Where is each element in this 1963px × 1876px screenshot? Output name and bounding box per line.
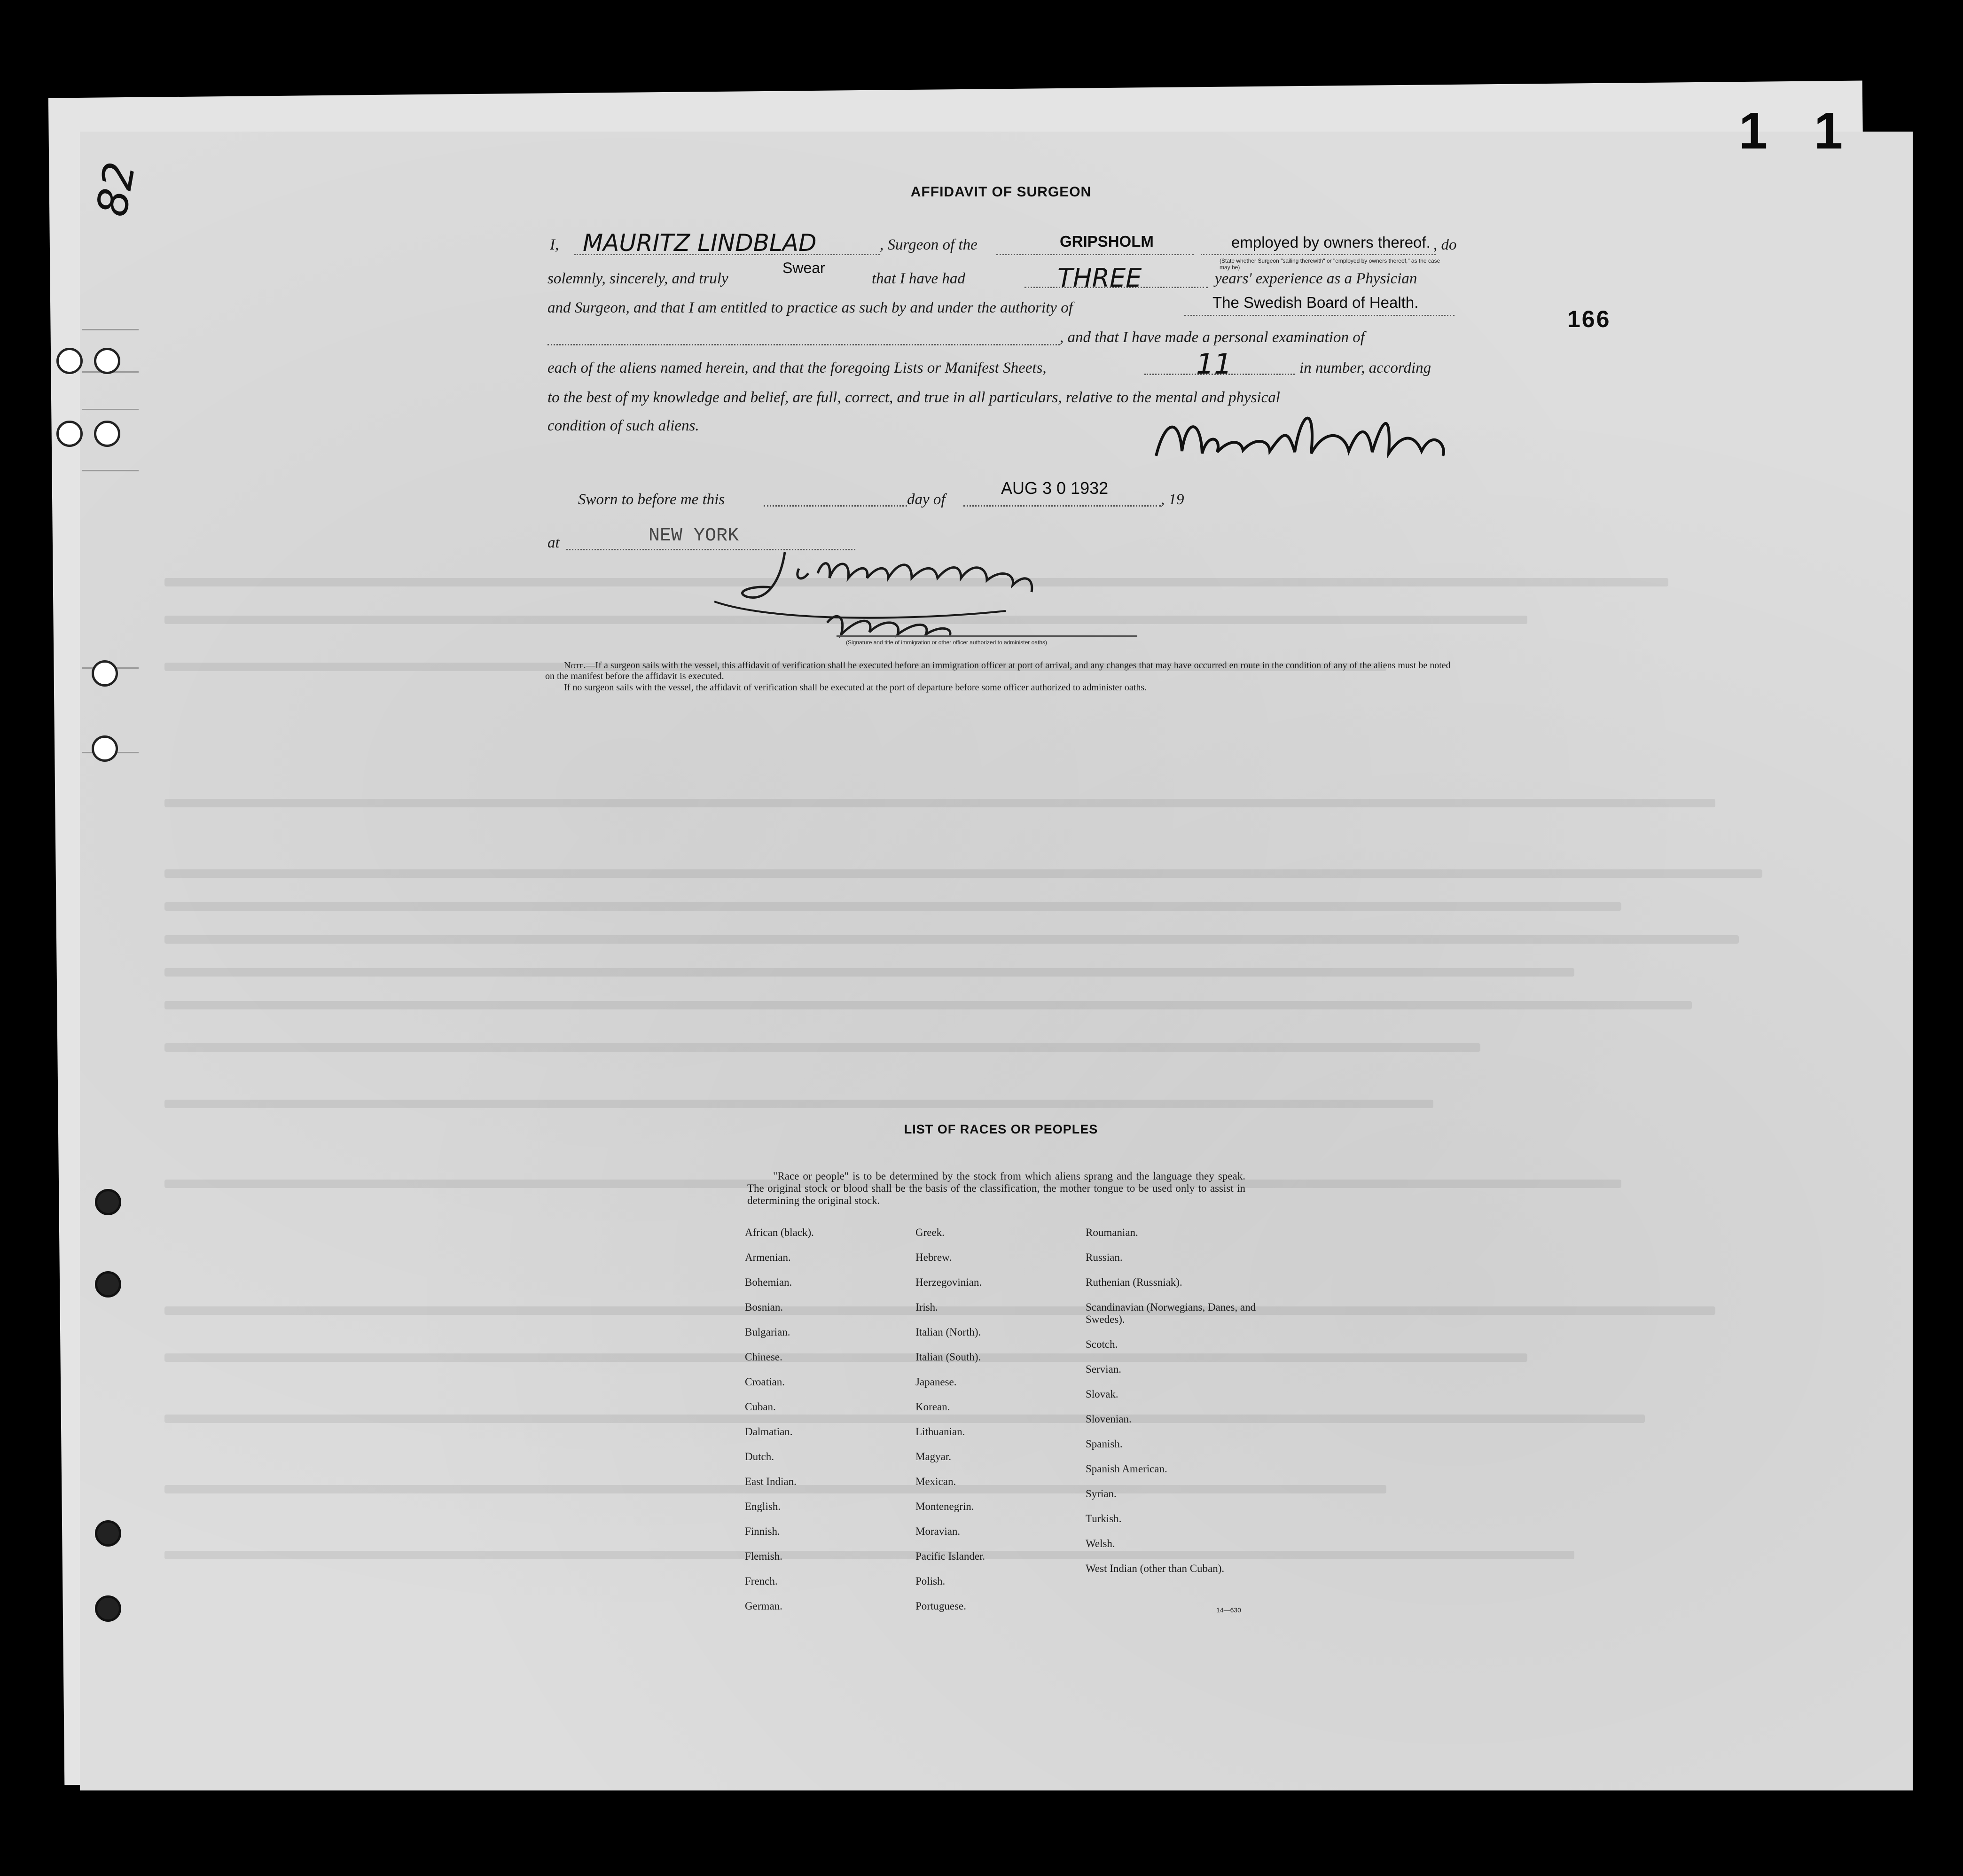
race-item: Spanish American. bbox=[1086, 1463, 1167, 1475]
sworn-mid: day of bbox=[907, 491, 946, 508]
race-item: African (black). bbox=[745, 1227, 814, 1238]
race-item: Armenian. bbox=[745, 1251, 791, 1263]
race-item: Italian (South). bbox=[915, 1351, 981, 1363]
race-item: Cuban. bbox=[745, 1401, 776, 1413]
race-item: Russian. bbox=[1086, 1251, 1123, 1263]
race-item: Polish. bbox=[915, 1575, 946, 1587]
race-item: Portuguese. bbox=[915, 1600, 966, 1612]
note-paragraph-2: If no surgeon sails with the vessel, the affidavit of verification shall be executed at the port of departure before some officer authorized to administer oaths. bbox=[564, 682, 1147, 693]
race-item: Bohemian. bbox=[745, 1276, 792, 1288]
races-column-2 bbox=[915, 1227, 1071, 1625]
races-column-3 bbox=[1086, 1227, 1264, 1587]
corner-mark: 1 bbox=[1814, 102, 1843, 160]
race-item: Lithuanian. bbox=[915, 1426, 965, 1438]
margin-rule bbox=[82, 329, 139, 330]
sworn-date: AUG 3 0 1932 bbox=[1001, 478, 1109, 498]
form-code: 14—630 bbox=[1216, 1606, 1241, 1614]
race-item: Spanish. bbox=[1086, 1438, 1123, 1450]
race-item: Ruthenian (Russniak). bbox=[1086, 1276, 1182, 1288]
margin-rule bbox=[82, 409, 139, 410]
note-lead: Note. bbox=[564, 660, 586, 671]
employment-status: employed by owners thereof. bbox=[1231, 234, 1431, 251]
page-number: 166 bbox=[1567, 306, 1611, 332]
margin-note: 82 bbox=[87, 158, 145, 220]
race-item: Hebrew. bbox=[915, 1251, 952, 1263]
race-item: Dalmatian. bbox=[745, 1426, 793, 1438]
years-experience: THREE bbox=[1057, 263, 1142, 293]
race-item: Croatian. bbox=[745, 1376, 785, 1388]
race-item: Finnish. bbox=[745, 1525, 780, 1537]
race-item: Magyar. bbox=[915, 1451, 952, 1462]
race-item: Slovenian. bbox=[1086, 1413, 1132, 1425]
affidavit-note bbox=[545, 660, 1457, 682]
surgeon-signature bbox=[1147, 399, 1466, 475]
races-intro: "Race or people" is to be determined by the stock from which aliens sprang and the language they speak. The original stock or blood shall be the basis of the classification, the mother tongue to be used only to assist in determining the original stock. bbox=[747, 1170, 1245, 1206]
binder-hole bbox=[92, 735, 118, 762]
race-item: Slovak. bbox=[1086, 1388, 1118, 1400]
race-item: Syrian. bbox=[1086, 1488, 1117, 1500]
race-item: Italian (North). bbox=[915, 1326, 981, 1338]
corner-mark: 1 bbox=[1739, 102, 1768, 160]
line1-prefix: I, bbox=[550, 236, 559, 253]
sworn-prefix: Sworn to before me this bbox=[578, 491, 725, 508]
race-item: Bosnian. bbox=[745, 1301, 783, 1313]
sheet-count: 11 bbox=[1196, 348, 1232, 381]
race-item: Chinese. bbox=[745, 1351, 782, 1363]
race-item: East Indian. bbox=[745, 1476, 797, 1487]
line6: to the best of my knowledge and belief, are full, correct, and true in all particulars, relative to the mental and physical bbox=[547, 389, 1280, 406]
surgeon-name: MAURITZ LINDBLAD bbox=[583, 229, 817, 257]
race-item: Moravian. bbox=[915, 1525, 961, 1537]
race-item: Pacific Islander. bbox=[915, 1550, 985, 1562]
race-item: Herzegovinian. bbox=[915, 1276, 982, 1288]
line1-end: , do bbox=[1433, 236, 1457, 253]
vessel-name: GRIPSHOLM bbox=[1060, 233, 1154, 250]
line4-end: , and that I have made a personal examination of bbox=[1060, 329, 1365, 346]
race-item: Japanese. bbox=[915, 1376, 957, 1388]
race-item: Korean. bbox=[915, 1401, 950, 1413]
binder-hole bbox=[92, 660, 118, 687]
race-item: Dutch. bbox=[745, 1451, 774, 1462]
binder-hole bbox=[56, 348, 83, 374]
binder-hole bbox=[95, 1595, 121, 1622]
note-paragraph-1: —If a surgeon sails with the vessel, this affidavit of verification shall be executed before an immigration officer at port of arrival, and any changes that may have occurred en route in the condition of any of the aliens must be noted on the manifest before the affidavit is executed. bbox=[545, 660, 1451, 681]
binder-hole bbox=[94, 421, 120, 447]
sworn-end: , 19 bbox=[1161, 491, 1184, 508]
races-column-1 bbox=[745, 1227, 900, 1625]
race-item: Scandinavian (Norwegians, Danes, and Swedes). bbox=[1086, 1301, 1256, 1325]
race-item: Turkish. bbox=[1086, 1513, 1122, 1524]
race-item: Servian. bbox=[1086, 1363, 1122, 1375]
race-item: Welsh. bbox=[1086, 1538, 1115, 1549]
binder-hole bbox=[95, 1189, 121, 1215]
official-signature bbox=[705, 540, 1156, 649]
licensing-authority: The Swedish Board of Health. bbox=[1212, 294, 1419, 311]
employment-note: (State whether Surgeon "sailing therewith" or "employed by owners thereof," as the case may be) bbox=[1220, 258, 1440, 271]
sworn-place: NEW YORK bbox=[649, 525, 739, 547]
race-item: Mexican. bbox=[915, 1476, 956, 1487]
margin-rule bbox=[82, 470, 139, 471]
race-item: French. bbox=[745, 1575, 778, 1587]
affidavit-heading: AFFIDAVIT OF SURGEON bbox=[910, 184, 1092, 200]
race-item: West Indian (other than Cuban). bbox=[1086, 1563, 1225, 1574]
race-item: Flemish. bbox=[745, 1550, 782, 1562]
race-item: Scotch. bbox=[1086, 1338, 1118, 1350]
binder-hole bbox=[94, 348, 120, 374]
race-item: Montenegrin. bbox=[915, 1501, 974, 1512]
binder-hole bbox=[95, 1271, 121, 1298]
race-item: Irish. bbox=[915, 1301, 938, 1313]
line5-end: in number, according bbox=[1299, 360, 1431, 376]
race-item: German. bbox=[745, 1600, 782, 1612]
line1-mid: , Surgeon of the bbox=[880, 236, 978, 253]
race-item: Roumanian. bbox=[1086, 1227, 1138, 1238]
race-item: Bulgarian. bbox=[745, 1326, 790, 1338]
line2-mid: that I have had bbox=[872, 270, 965, 287]
races-heading: LIST OF RACES OR PEOPLES bbox=[904, 1122, 1098, 1136]
race-item: Greek. bbox=[915, 1227, 945, 1238]
binder-hole bbox=[95, 1520, 121, 1547]
race-item: English. bbox=[745, 1501, 781, 1512]
line2-end: years' experience as a Physician bbox=[1215, 270, 1417, 287]
at-prefix: at bbox=[547, 534, 560, 551]
line2-prefix: solemnly, sincerely, and truly bbox=[547, 270, 728, 287]
oath-word: Swear bbox=[782, 259, 825, 276]
binder-hole bbox=[56, 421, 83, 447]
line7: condition of such aliens. bbox=[547, 417, 699, 434]
line3-prefix: and Surgeon, and that I am entitled to practice as such by and under the authority of bbox=[547, 299, 1073, 316]
signature-rule bbox=[837, 635, 1137, 637]
official-caption: (Signature and title of immigration or other officer authorized to administer oaths) bbox=[846, 639, 1047, 646]
line5-prefix: each of the aliens named herein, and that the foregoing Lists or Manifest Sheets, bbox=[547, 360, 1047, 376]
